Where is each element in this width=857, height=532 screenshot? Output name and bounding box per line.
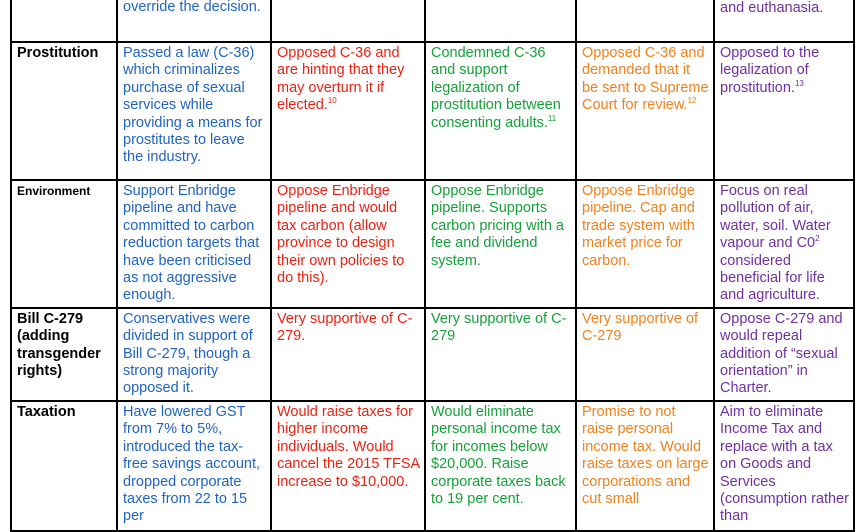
footnote-ref: 2 (815, 234, 820, 244)
policy-text: Opposed C-36 and are hinting that they may overturn it if elected. (277, 45, 405, 114)
policy-text: Oppose C-279 and would repeal addition of “sexual orientation” in Charter. (720, 310, 843, 397)
policy-text: Passed a law (C-36) which criminalizes purchase of sexual services while providing a means for prostitutes to leave the industry. (123, 45, 263, 166)
policy-cell (714, 180, 854, 308)
policy-text: Oppose Enbridge pipeline. Supports carbon pricing with a fee and dividend system. (431, 183, 564, 269)
policy-text: Would raise taxes for higher income individuals. Would cancel the 2015 TFSA increase to $10,000. (277, 403, 420, 490)
policy-text: Focus on real pollution of air, water, soil. Water vapour and C0 (720, 183, 831, 252)
policy-cell (576, 0, 714, 42)
policy-text: and euthanasia. (720, 0, 824, 17)
policy-text: Condemned C-36 and support legalization of prostitution between consenting adults. (431, 45, 561, 131)
policy-text: Have lowered GST from 7% to 5%, introduced the tax-free savings account, dropped corporate taxes from 22 to 15 per (123, 403, 261, 525)
table-row (11, 180, 854, 308)
policy-cell (117, 308, 271, 401)
policy-cell (271, 401, 425, 531)
row-topic (11, 0, 117, 42)
policy-cell (271, 308, 425, 401)
policy-cell (425, 0, 576, 42)
policy-text: Oppose Enbridge pipeline. Cap and trade system with market price for carbon. (582, 183, 695, 269)
policy-cell (714, 401, 854, 531)
policy-text: Oppose Enbridge pipeline and would tax carbon (allow province to design their own policies to do this). (277, 183, 405, 287)
table-row (11, 42, 854, 180)
policy-text: Opposed C-36 and demanded that it be sent to Supreme Court for review. (582, 45, 709, 114)
policy-cell (271, 0, 425, 42)
policy-text: override the decision. (123, 0, 261, 16)
policy-text: Very supportive of C-279. (277, 310, 413, 345)
table-row (11, 401, 854, 531)
policy-cell (271, 42, 425, 180)
footnote-ref[interactable]: 10 (327, 96, 337, 106)
policy-text: Very supportive of C-279 (582, 310, 699, 345)
row-topic: Prostitution (11, 42, 117, 180)
party-platform-table (10, 0, 855, 532)
row-topic: Taxation (11, 401, 117, 531)
table-row (11, 0, 854, 42)
row-topic: Bill C-279 (adding transgender rights) (11, 308, 117, 401)
footnote-ref[interactable]: 13 (794, 78, 804, 88)
policy-text: Aim to eliminate Income Tax and replace with a tax on Goods and Services (consumption rather than (720, 403, 849, 525)
policy-cell (117, 401, 271, 531)
footnote-ref[interactable]: 12 (687, 96, 697, 106)
policy-text-cont: considered beneficial for life and agriculture. (720, 252, 825, 304)
policy-text: Very supportive of C-279 (431, 310, 567, 345)
policy-cell (576, 308, 714, 401)
policy-cell (425, 308, 576, 401)
table-row (11, 308, 854, 401)
policy-cell (576, 180, 714, 308)
policy-cell (576, 42, 714, 180)
policy-cell (271, 180, 425, 308)
policy-text: Would eliminate personal income tax for incomes below $20,000. Raise corporate taxes back to 19 per cent. (431, 403, 566, 507)
policy-cell (117, 0, 271, 42)
policy-text: Conservatives were divided in support of Bill C-279, though a strong majority opposed it. (123, 310, 253, 397)
policy-text: Promise to not raise personal income tax. Would raise taxes on large corporations and cut small (582, 403, 709, 507)
policy-cell (714, 308, 854, 401)
policy-cell (117, 180, 271, 308)
policy-text: Support Enbridge pipeline and have committed to carbon reduction targets that have been criticised as not aggressive enough. (123, 183, 260, 304)
policy-cell (425, 42, 576, 180)
policy-cell (117, 42, 271, 180)
policy-text: Opposed to the legalization of prostitution. (720, 45, 820, 96)
policy-cell (714, 42, 854, 180)
policy-cell (714, 0, 854, 42)
row-topic: Environment (11, 180, 117, 308)
footnote-ref[interactable]: 11 (547, 113, 557, 123)
policy-cell (576, 401, 714, 531)
policy-cell (425, 401, 576, 531)
policy-cell (425, 180, 576, 308)
